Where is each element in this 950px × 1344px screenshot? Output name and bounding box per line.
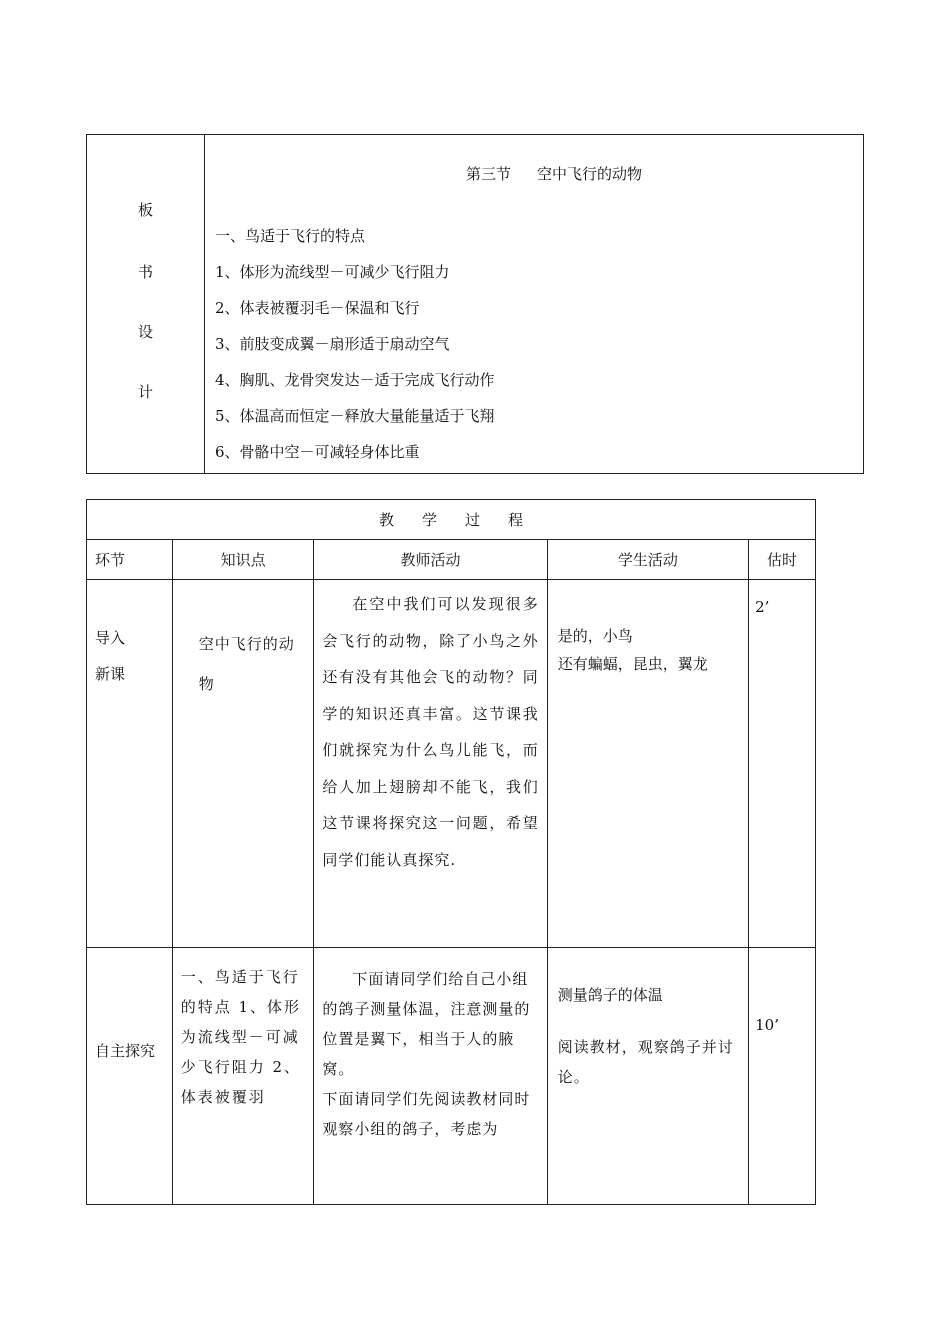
knowledge-text: 空中飞行的动物 <box>198 635 295 693</box>
knowledge-cell <box>172 948 314 1205</box>
teacher-activity-cell <box>314 580 547 948</box>
board-design-table <box>86 134 864 474</box>
board-line: 3、前肢变成翼－扇形适于扇动空气 <box>215 335 450 353</box>
board-line: 2、体表被覆羽毛－保温和飞行 <box>215 299 420 317</box>
column-header-teacher: 教师活动 <box>314 540 547 580</box>
stage-text: 导入 <box>95 629 126 647</box>
board-side-char: 计 <box>137 383 153 401</box>
teaching-process-table <box>86 499 816 1205</box>
stage-cell <box>87 580 173 948</box>
column-header-knowledge: 知识点 <box>172 540 314 580</box>
board-line: 6、骨骼中空－可减轻身体比重 <box>215 443 420 461</box>
board-title-topic: 空中飞行的动物 <box>537 165 643 183</box>
board-title <box>205 163 863 184</box>
table-row <box>87 948 816 1205</box>
stage-cell <box>87 948 173 1205</box>
time-cell: 2’ <box>749 580 816 948</box>
stage-text: 新课 <box>95 665 126 683</box>
teacher-activity-text: 下面请同学们给自己小组的鸽子测量体温，注意测量的位置是翼下，相当于人的腋窝。 <box>322 970 531 1078</box>
student-activity-text: 测量鸽子的体温 <box>557 986 663 1004</box>
board-side-char: 设 <box>137 323 153 341</box>
knowledge-text: 一、鸟适于飞行的特点 1、体形为流线型－可减少飞行阻力 2、体表被覆羽 <box>180 968 302 1106</box>
board-title-section: 第三节 <box>465 165 511 183</box>
board-design-content-cell <box>205 135 864 474</box>
student-activity-text: 是的，小鸟 <box>557 627 633 645</box>
table-row <box>87 580 816 948</box>
column-header-stage: 环节 <box>87 540 173 580</box>
teacher-activity-text: 在空中我们可以发现很多会飞行的动物，除了小鸟之外还有没有其他会飞的动物？同学的知识还真丰富。这节课我们就探究为什么鸟儿能飞，而给人加上翅膀却不能飞，我们这节课将探究这一问题，希望同学们能认真探究. <box>322 595 539 869</box>
board-line: 5、体温高而恒定－释放大量能量适于飞翔 <box>215 407 495 425</box>
board-side-char: 书 <box>137 263 153 281</box>
board-line: 一、鸟适于飞行的特点 <box>215 227 366 245</box>
board-line: 4、胸肌、龙骨突发达－适于完成飞行动作 <box>215 371 495 389</box>
stage-text: 自主探究 <box>95 1042 156 1060</box>
student-activity-cell <box>547 580 748 948</box>
process-heading: 教学过程 <box>87 500 816 540</box>
teacher-activity-text: 下面请同学们先阅读教材同时观察小组的鸽子，考虑为 <box>322 1090 531 1138</box>
teacher-activity-cell <box>314 948 547 1205</box>
time-cell: 10’ <box>749 948 816 1205</box>
student-activity-text: 还有蝙蝠，昆虫，翼龙 <box>557 655 708 673</box>
student-activity-cell <box>547 948 748 1205</box>
column-header-time: 估时 <box>749 540 816 580</box>
knowledge-cell <box>172 580 314 948</box>
student-activity-text: 阅读教材，观察鸽子并讨论。 <box>557 1038 734 1086</box>
board-design-label-cell <box>87 135 205 474</box>
board-line: 1、体形为流线型－可减少飞行阻力 <box>215 263 450 281</box>
column-header-student: 学生活动 <box>547 540 748 580</box>
board-side-char: 板 <box>137 201 153 219</box>
